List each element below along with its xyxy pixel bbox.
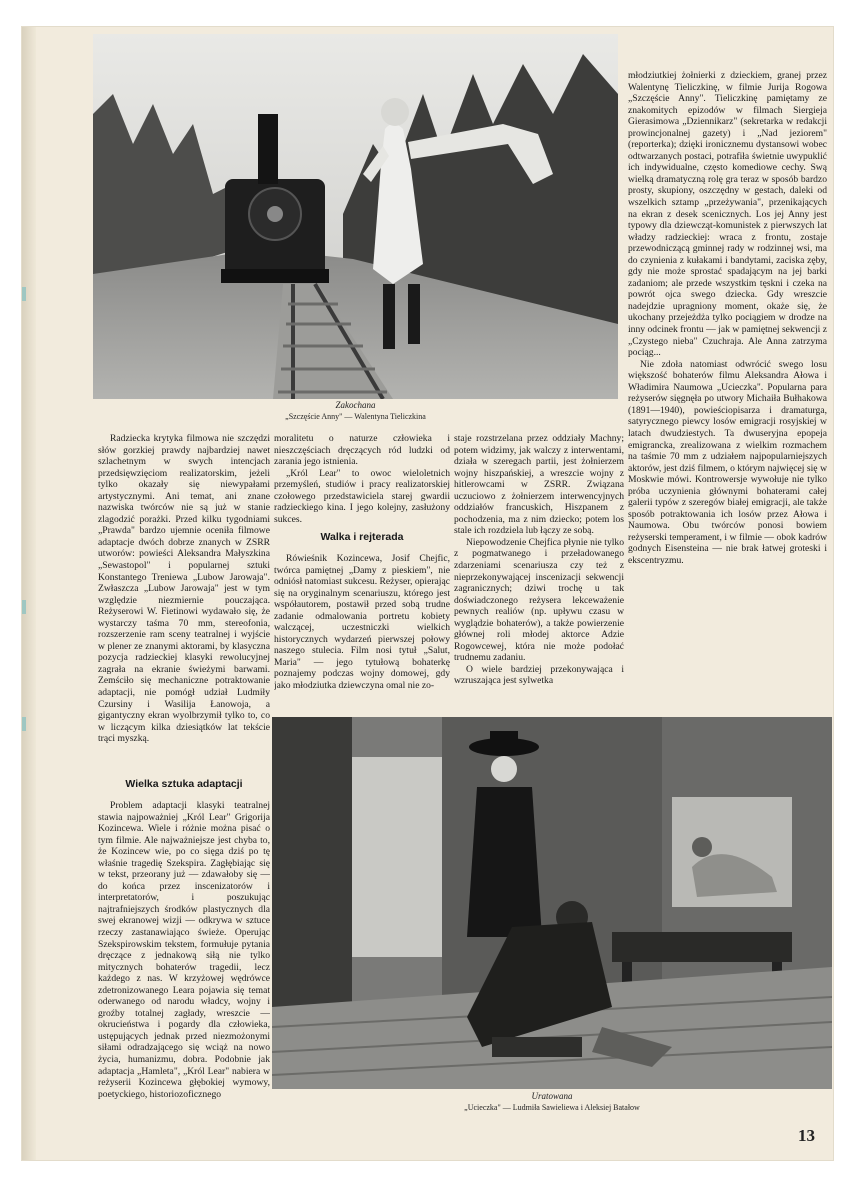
page-number: 13 <box>798 1126 815 1145</box>
paragraph: O wiele bardziej przekonywająca i wzruszająca jest sylwetka <box>454 663 624 687</box>
paragraph: Niepowodzenie Chejfica płynie nie tylko z pogmatwanego i przeładowanego zdarzeniami scenariusza czy też z nieprzekonywającej inscenizacji sekwencji zagranicznych; dziwi trochę u tak doświadczonego reżysera lekceważenie pewnych realiów (np. upływu czasu w wyglądzie bohaterów), a także powierzenie głównej roli młodej aktorce Adzie Rogowcewej, która nie może podołać trudnemu zadaniu. <box>454 536 624 664</box>
article-column-3 <box>454 433 624 719</box>
photo-train-woman <box>93 34 618 399</box>
paragraph: Rówieśnik Kozincewa, Josif Chejfic, twórca pamiętnej „Damy z pieskiem", nie odniósł natomiast sukcesu. Reżyser, opierając się na oryginalnym scenariuszu, którego jest współautorem, postawił przed sobą trudne zadanie odmalowania portretu kobiety walczącej, uczestniczki wielkich historycznych wydarzeń pierwszej połowy naszego stulecia. Film nosi tytuł „Salut, Maria" — jego tytułową bohaterkę poznajemy podczas wojny domowej, gdy jako młodziutka dziewczyna omal nie zo- <box>274 553 450 692</box>
caption-bottom-subtitle: „Ucieczka" — Ludmiła Sawieliewa i Aleksiej Batałow <box>464 1103 640 1112</box>
paragraph: Nie zdoła natomiast odwrócić swego losu większość bohaterów filmu Aleksandra Ałowa i Władimira Naumowa „Ucieczka". Popularna para reżyserów sięgnęła po utwory Michaiła Bułhakowa (1891—1940), powieściopisarza i dramaturga, satyrycznego piewcy losów emigracji rosyjskiej w latach dwudziestych. Ta dwuseryjna epopeja emigrancka, zrealizowana z wielkim rozmachem na taśmie 70 mm z udziałem najpopularniejszych aktorów, jest dziś filmem, o którym najwięcej się w Moskwie mówi. Kontrowersje wywołuje nie tylko próba uczynienia głównymi bohaterami całej galerii typów z szeregów białej emigracji, ale także sposób potraktowania ich losów przez Ałowa i Naumowa. Obu twórców ponosi bowiem reżyserski temperament, i w filmie — obok kadrów godnych Eisensteina — nie brak łatwej groteski i ekscentryzmu. <box>628 358 827 566</box>
paragraph: Problem adaptacji klasyki teatralnej stawia najpoważniej „Król Lear" Grigorija Kozincewa. Wiele i różnie można pisać o tym filmie. Ale najważniejsze jest chyba to, że Kozincew wie, po co sięga dziś po tę właśnie tragedię Szekspira. Zagłębiając się w tekst, przeorany już — zdawałoby się — do końca przez inscenizatorów i interpretatorów, i poszukując najtrafniejszych środków plastycznych dla swej ekranowej wizji — odkrywa w sztuce rzeczy zastanawiająco świeże. Operując Szekspirowskim tekstem, formułuje pytania dręczące z jednakową siłą nie tylko mitycznych bohaterów tragedii, lecz każdego z nas. W krzyżowej wędrówce zdetronizowanego Leara pojawia się temat oderwanego od narodu władcy, wojny i groźby totalnej zagłady, wreszcie — okrucieństwa i pogardy dla człowieka, ustępujących jednak przed niezmożonymi siłami odradzającego się wciąż na nowo życia, humanizmu, dobra. Podobnie jak adaptacja „Hamleta", „Król Lear" nabiera w reżyserii Kozincewa głębokiej wymowy, poetyckiego, historiozoficznego <box>98 800 270 1100</box>
paragraph: staje rozstrzelana przez oddziały Machny; potem widzimy, jak walczy z interwentami, działa w szeregach partii, jest żołnierzem wojny hiszpańskiej, a wreszcie wojny z hitlerowcami w ZSRR. Związana uczuciowo z żołnierzem interwencyjnych oddziałów francuskich, Hiszpanem z pochodzenia, ma z nim dziecko; potem los stale ich rozdziela lub łączy ze sobą. <box>454 433 624 537</box>
binding-mark <box>22 287 26 301</box>
article-column-1 <box>98 433 270 778</box>
binding-mark <box>22 600 26 614</box>
article-column-right <box>628 70 827 730</box>
paragraph: moralitetu o naturze człowieka i nieszczęściach dręczących ród ludzki od zarania jego istnienia. <box>274 433 450 468</box>
paragraph: młodziutkiej żołnierki z dzieckiem, granej przez Walentynę Tieliczkinę, w filmie Jurija Rogowa „Szczęście Anny". Tieliczkinę pamiętamy ze znakomitych epizodów w filmach Siergieja Gierasimowa „Dziennikarz" (sekretarka w redakcji prowincjonalnej gazety) i „Nad jeziorem" (reporterka); dzięki ironicznemu dystansowi wobec odtwarzanych postaci, potrafiła świetnie uwypuklić ich indywidualne, często komediowe cechy. Swą wielką dramatyczną rolę gra teraz w sposób bardzo prosty, skupiony, oszczędny w gestach, daleki od wszelkich sztamp „przeżywania", przenikających na ekran z desek scenicznych. Los jej Anny jest typowy dla dziewcząt-komunistek z pierwszych lat władzy radzieckiej: wraca z frontu, zostaje przewodniczącą gminnej rady w rodzinnej wsi, ma do czynienia z kułakami i bandytami, zaciska zęby, gdy nie może sprostać spadającym na jej barki zadaniom; ale przede wszystkim tęskni i czeka na powrót ojca swego dziecka. Gdy wreszcie nadejdzie upragniony moment, okaże się, że ukochany przejeżdża tylko pociągiem w drodze na inny odcinek frontu — jak w pamiętnej sekwencji z „Czystego nieba" Czuchraja. Ale Anna zatrzyma pociąg... <box>628 70 827 359</box>
paragraph: Radziecka krytyka filmowa nie szczędzi słów gorzkiej prawdy najbardziej nawet szlachetnym w swych intencjach przedsięwzięciom realizatorskim, jeżeli tylko okazały się niewypałami artystycznymi. Ani temat, ani znane nazwiska twórców nie są już w stanie zlagodzić porażki. Przed kilku tygodniami „Prawda" bardzo ujemnie oceniła filmowe adaptacje dwóch dobrze znanych w ZSRR utworów: powieści Aleksandra Małyszkina „Sewastopol" i popularnej sztuki Konstantego Treniewa „Lubow Jarowaja". Zwłaszcza „Lubow Jarowaja" jest w tym względzie niezmiernie pouczająca. Reżyserowi W. Fietinowi wydawało się, że wystarczy taśma 70 mm, stereofonia, rozszerzenie ram sceny teatralnej i wyjście w plener ze znanymi aktorami, by klasyczna pozycja radzieckiej klasyki rewolucyjnej zagrała na ekranie świeżymi barwami. Zemściło się mechaniczne potraktowanie adaptacji, nie pomógł udział Ludmiły Czursiny i Wasilija Łanowoja, a gigantyczny ekran wyolbrzymił tylko to, co w liczącym kilka dziesiątków lat tekście trąci myszką. <box>98 433 270 745</box>
caption-top-title: Zakochana <box>335 400 376 410</box>
caption-top-subtitle: „Szczęście Anny" — Walentyna Tieliczkina <box>285 412 426 421</box>
article-column-1b <box>98 800 270 1155</box>
magazine-page <box>22 27 833 1160</box>
section-heading-walka: Walka i rejterada <box>320 532 404 543</box>
section-heading-wielka-sztuka: Wielka sztuka adaptacji <box>125 779 243 790</box>
heading-wrapper <box>274 532 450 552</box>
caption-bottom-title: Uratowana <box>531 1091 573 1101</box>
paragraph: „Król Lear" to owoc wieloletnich przemyśleń, studiów i pracy realizatorskiej czołowego przedstawiciela starej gwardii radzieckiego kina. I jego kolejny, zasłużony sukces. <box>274 467 450 525</box>
page-spine <box>22 27 36 1160</box>
article-column-2 <box>274 433 450 543</box>
heading-wrapper <box>98 779 270 799</box>
binding-mark <box>22 717 26 731</box>
article-column-2b <box>274 553 450 718</box>
photo-interior-scene <box>272 717 832 1089</box>
